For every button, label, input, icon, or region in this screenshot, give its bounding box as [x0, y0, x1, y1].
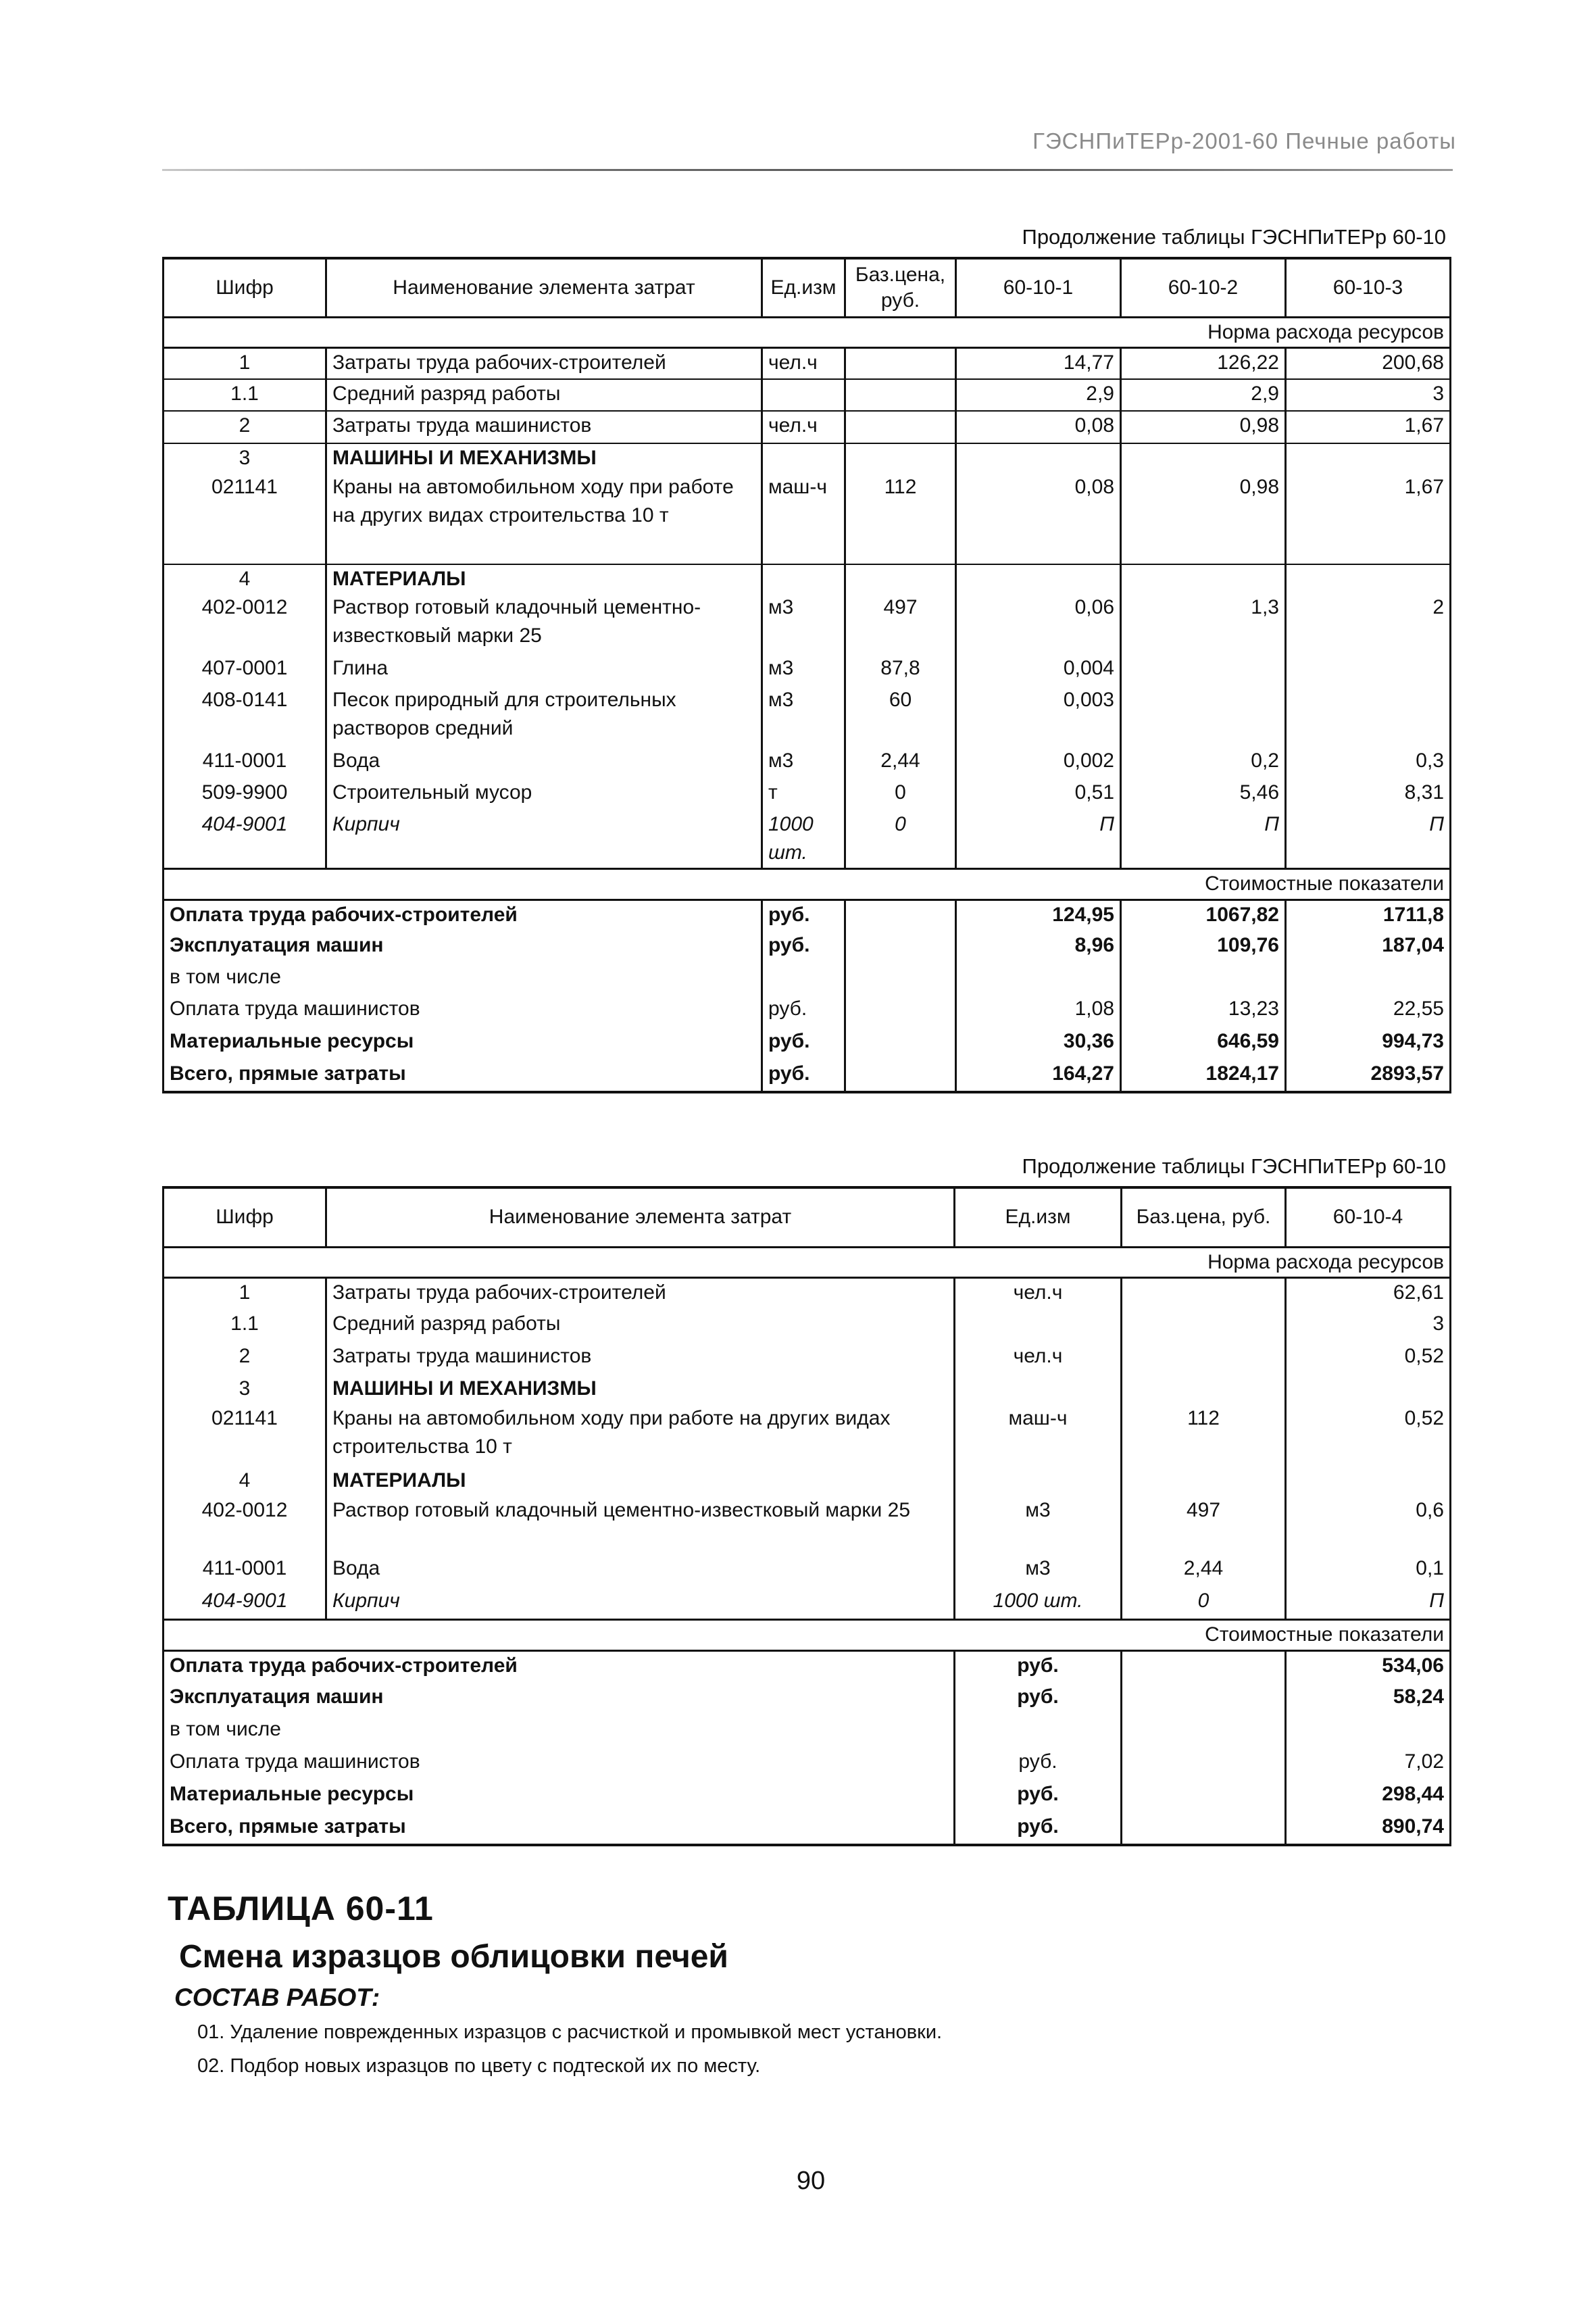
cost-label: Эксплуатация машин — [164, 931, 762, 963]
work-item: 01. Удаление поврежденных изразцов с расчисткой и промывкой мест установки. — [197, 2021, 943, 2043]
row-code: 4 — [164, 1467, 326, 1496]
header-col-1: 60-10-4 — [1286, 1187, 1451, 1247]
row-value-3 — [1286, 443, 1451, 473]
cost-value-1: 1,08 — [956, 995, 1121, 1027]
row-unit: т — [762, 779, 845, 810]
cost-label: в том числе — [164, 963, 762, 995]
cost-label: Материальные ресурсы — [164, 1780, 955, 1813]
cost-unit: руб. — [955, 1748, 1122, 1780]
section-cost-label: Стоимостные показатели — [1121, 868, 1451, 900]
cost-value-2: 1067,82 — [1121, 900, 1286, 931]
row-code: 021141 — [164, 1404, 326, 1467]
row-unit: м3 — [762, 686, 845, 747]
row-name: Вода — [326, 747, 762, 779]
cost-value-2: 13,23 — [1121, 995, 1286, 1027]
row-price — [845, 347, 956, 379]
cost-value-1: 124,95 — [956, 900, 1121, 931]
row-name: Затраты труда машинистов — [326, 1342, 955, 1375]
row-value-1: П — [956, 810, 1121, 868]
cost-value-1: 30,36 — [956, 1027, 1121, 1060]
row-price — [1122, 1467, 1286, 1496]
row-price: 87,8 — [845, 654, 956, 686]
row-value-3 — [1286, 564, 1451, 593]
header-name: Наименование элемента затрат — [326, 1187, 955, 1247]
table-row — [164, 1375, 1451, 1404]
cost-unit — [955, 1715, 1122, 1748]
row-name: Глина — [326, 654, 762, 686]
row-code: 3 — [164, 1375, 326, 1404]
table-row — [164, 686, 1451, 747]
row-value-1 — [1286, 1467, 1451, 1496]
cost-label: Оплата труда машинистов — [164, 1748, 955, 1780]
row-name: Затраты труда рабочих-строителей — [326, 1277, 955, 1310]
table-row — [164, 593, 1451, 654]
row-value-3: 0,3 — [1286, 747, 1451, 779]
row-value-1: П — [1286, 1587, 1451, 1619]
row-unit — [762, 379, 845, 411]
row-price — [845, 411, 956, 443]
cost-unit — [762, 963, 845, 995]
row-price: 112 — [1122, 1404, 1286, 1467]
row-unit: м3 — [762, 747, 845, 779]
row-value-2 — [1121, 654, 1286, 686]
cost-value-3: 1711,8 — [1286, 900, 1451, 931]
section-norm-label: Норма расхода ресурсов — [1121, 317, 1451, 347]
row-unit: чел.ч — [762, 411, 845, 443]
section-subtitle: Смена изразцов облицовки печей — [179, 1939, 728, 1975]
cost-label: Всего, прямые затраты — [164, 1813, 955, 1845]
row-name: МАТЕРИАЛЫ — [326, 1467, 955, 1496]
row-value-1: 0,1 — [1286, 1554, 1451, 1587]
row-value-1: 0,002 — [956, 747, 1121, 779]
row-value-3 — [1286, 686, 1451, 747]
row-unit — [955, 1310, 1122, 1342]
table-row — [164, 1587, 1451, 1619]
section-norm-label: Норма расхода ресурсов — [1122, 1247, 1451, 1277]
row-value-3 — [1286, 654, 1451, 686]
table1-continuation: Продолжение таблицы ГЭСНПиТЕРр 60-10 — [1022, 225, 1446, 249]
cost-row — [164, 1027, 1451, 1060]
row-name: Средний разряд работы — [326, 379, 762, 411]
row-value-3: П — [1286, 810, 1451, 868]
cost-label: Эксплуатация машин — [164, 1683, 955, 1715]
cost-value-2: 109,76 — [1121, 931, 1286, 963]
cost-unit: руб. — [762, 931, 845, 963]
row-price — [1122, 1375, 1286, 1404]
row-code: 411-0001 — [164, 1554, 326, 1587]
cost-value-3: 22,55 — [1286, 995, 1451, 1027]
header-col-2: 60-10-2 — [1121, 258, 1286, 317]
row-price: 2,44 — [1122, 1554, 1286, 1587]
table-row — [164, 1277, 1451, 1310]
cost-unit: руб. — [955, 1813, 1122, 1845]
table-row — [164, 1467, 1451, 1496]
row-value-1: 0,52 — [1286, 1404, 1451, 1467]
row-value-3: 200,68 — [1286, 347, 1451, 379]
cost-row — [164, 1780, 1451, 1813]
row-unit: 1000 шт. — [762, 810, 845, 868]
cost-label: Оплата труда рабочих-строителей — [164, 900, 762, 931]
row-unit: м3 — [762, 593, 845, 654]
row-code: 3 — [164, 443, 326, 473]
cost-row — [164, 1060, 1451, 1092]
row-value-1: 3 — [1286, 1310, 1451, 1342]
row-value-2 — [1121, 443, 1286, 473]
row-value-2: 0,98 — [1121, 411, 1286, 443]
row-value-1: 0,004 — [956, 654, 1121, 686]
row-value-3: 8,31 — [1286, 779, 1451, 810]
header-price: Баз.цена, руб. — [1122, 1187, 1286, 1247]
row-price — [845, 564, 956, 593]
cost-value-2: 1824,17 — [1121, 1060, 1286, 1092]
table1-norm-row — [164, 317, 1451, 347]
row-code: 402-0012 — [164, 593, 326, 654]
row-unit: м3 — [955, 1496, 1122, 1554]
header-rule — [162, 169, 1453, 171]
header-code: Шифр — [164, 1187, 326, 1247]
cost-unit: руб. — [762, 1060, 845, 1092]
cost-value-1: 164,27 — [956, 1060, 1121, 1092]
row-price — [1122, 1342, 1286, 1375]
cost-row — [164, 931, 1451, 963]
row-name: Краны на автомобильном ходу при работе на других видах строительства 10 т — [326, 1404, 955, 1467]
table-row — [164, 411, 1451, 443]
running-header: ГЭСНПиТЕРр-2001-60 Печные работы — [1032, 128, 1456, 153]
row-value-2: 0,98 — [1121, 473, 1286, 564]
row-value-1: 0,06 — [956, 593, 1121, 654]
cost-label: Материальные ресурсы — [164, 1027, 762, 1060]
cost-row — [164, 995, 1451, 1027]
cost-row — [164, 1748, 1451, 1780]
section-cost-label: Стоимостные показатели — [1122, 1619, 1451, 1650]
row-unit — [955, 1467, 1122, 1496]
row-value-3: 3 — [1286, 379, 1451, 411]
row-price: 0 — [1122, 1587, 1286, 1619]
row-value-1: 0,52 — [1286, 1342, 1451, 1375]
cost-label: Всего, прямые затраты — [164, 1060, 762, 1092]
table-row — [164, 747, 1451, 779]
cost-unit: руб. — [762, 900, 845, 931]
section-title: ТАБЛИЦА 60-11 — [168, 1890, 434, 1927]
cost-label: Оплата труда рабочих-строителей — [164, 1650, 955, 1683]
row-code: 1.1 — [164, 379, 326, 411]
row-value-2 — [1121, 564, 1286, 593]
table-row — [164, 779, 1451, 810]
header-unit: Ед.изм — [955, 1187, 1122, 1247]
cost-label: Оплата труда машинистов — [164, 995, 762, 1027]
cost-row — [164, 1683, 1451, 1715]
row-value-3: 1,67 — [1286, 473, 1451, 564]
header-code: Шифр — [164, 258, 326, 317]
row-name: Кирпич — [326, 810, 762, 868]
row-value-1: 0,08 — [956, 411, 1121, 443]
cost-value-3 — [1286, 963, 1451, 995]
row-price: 0 — [845, 779, 956, 810]
row-unit: м3 — [955, 1554, 1122, 1587]
table2-cost-section-row — [164, 1619, 1451, 1650]
row-name: Затраты труда рабочих-строителей — [326, 347, 762, 379]
header-col-1: 60-10-1 — [956, 258, 1121, 317]
row-value-1: 62,61 — [1286, 1277, 1451, 1310]
table1-header-row — [164, 258, 1451, 317]
cost-label: в том числе — [164, 1715, 955, 1748]
table2 — [162, 1186, 1451, 1846]
cost-row — [164, 1650, 1451, 1683]
row-unit: маш-ч — [955, 1404, 1122, 1467]
cost-row — [164, 963, 1451, 995]
row-price: 2,44 — [845, 747, 956, 779]
table2-header-row — [164, 1187, 1451, 1247]
row-value-2: 0,2 — [1121, 747, 1286, 779]
row-code: 4 — [164, 564, 326, 593]
cost-value-1: 8,96 — [956, 931, 1121, 963]
cost-value-1 — [1286, 1715, 1451, 1748]
row-unit: чел.ч — [955, 1342, 1122, 1375]
cost-value-1 — [956, 963, 1121, 995]
table-row — [164, 654, 1451, 686]
row-code: 509-9900 — [164, 779, 326, 810]
row-code: 408-0141 — [164, 686, 326, 747]
row-name: МАШИНЫ И МЕХАНИЗМЫ — [326, 443, 762, 473]
row-price — [845, 443, 956, 473]
row-code: 2 — [164, 411, 326, 443]
row-price — [1122, 1277, 1286, 1310]
row-code: 1 — [164, 1277, 326, 1310]
cost-value-3: 994,73 — [1286, 1027, 1451, 1060]
header-price: Баз.цена, руб. — [845, 258, 956, 317]
row-value-1: 14,77 — [956, 347, 1121, 379]
cost-value-1: 58,24 — [1286, 1683, 1451, 1715]
row-unit: чел.ч — [762, 347, 845, 379]
row-name: Раствор готовый кладочный цементно-известковый марки 25 — [326, 1496, 955, 1554]
row-value-1: 0,6 — [1286, 1496, 1451, 1554]
row-unit — [955, 1375, 1122, 1404]
cost-unit: руб. — [762, 1027, 845, 1060]
row-code: 1.1 — [164, 1310, 326, 1342]
row-value-2: 1,3 — [1121, 593, 1286, 654]
row-unit: м3 — [762, 654, 845, 686]
table1-cost-section-row — [164, 868, 1451, 900]
cost-value-2 — [1121, 963, 1286, 995]
row-value-2: 2,9 — [1121, 379, 1286, 411]
row-code: 021141 — [164, 473, 326, 564]
row-name: МАТЕРИАЛЫ — [326, 564, 762, 593]
table2-continuation: Продолжение таблицы ГЭСНПиТЕРр 60-10 — [1022, 1154, 1446, 1178]
row-value-1: 0,51 — [956, 779, 1121, 810]
row-code: 402-0012 — [164, 1496, 326, 1554]
row-value-3: 2 — [1286, 593, 1451, 654]
table-row — [164, 810, 1451, 868]
row-price: 112 — [845, 473, 956, 564]
row-unit: 1000 шт. — [955, 1587, 1122, 1619]
table-row — [164, 443, 1451, 473]
row-name: Средний разряд работы — [326, 1310, 955, 1342]
table-row — [164, 473, 1451, 564]
row-price: 0 — [845, 810, 956, 868]
cost-value-1: 7,02 — [1286, 1748, 1451, 1780]
row-code: 404-9001 — [164, 810, 326, 868]
cost-value-3: 187,04 — [1286, 931, 1451, 963]
cost-unit: руб. — [955, 1683, 1122, 1715]
row-code: 411-0001 — [164, 747, 326, 779]
row-value-2: 5,46 — [1121, 779, 1286, 810]
row-value-1 — [956, 443, 1121, 473]
row-value-1: 0,08 — [956, 473, 1121, 564]
row-name: Раствор готовый кладочный цементно-известковый марки 25 — [326, 593, 762, 654]
cost-unit: руб. — [955, 1650, 1122, 1683]
row-code: 404-9001 — [164, 1587, 326, 1619]
row-name: Затраты труда машинистов — [326, 411, 762, 443]
cost-value-1: 890,74 — [1286, 1813, 1451, 1845]
row-name: Строительный мусор — [326, 779, 762, 810]
row-value-1: 2,9 — [956, 379, 1121, 411]
table1 — [162, 257, 1451, 1093]
row-price: 497 — [1122, 1496, 1286, 1554]
row-unit — [762, 564, 845, 593]
row-unit: чел.ч — [955, 1277, 1122, 1310]
row-value-1 — [956, 564, 1121, 593]
row-name: Вода — [326, 1554, 955, 1587]
row-value-1: 0,003 — [956, 686, 1121, 747]
header-col-3: 60-10-3 — [1286, 258, 1451, 317]
header-name: Наименование элемента затрат — [326, 258, 762, 317]
cost-row — [164, 900, 1451, 931]
cost-value-3: 2893,57 — [1286, 1060, 1451, 1092]
table-row — [164, 1496, 1451, 1554]
cost-row — [164, 1813, 1451, 1845]
row-value-2 — [1121, 686, 1286, 747]
cost-unit: руб. — [762, 995, 845, 1027]
row-price: 60 — [845, 686, 956, 747]
header-unit: Ед.изм — [762, 258, 845, 317]
cost-unit: руб. — [955, 1780, 1122, 1813]
row-value-3: 1,67 — [1286, 411, 1451, 443]
table-row — [164, 379, 1451, 411]
row-value-2: 126,22 — [1121, 347, 1286, 379]
table-row — [164, 1404, 1451, 1467]
cost-value-1: 534,06 — [1286, 1650, 1451, 1683]
cost-value-2: 646,59 — [1121, 1027, 1286, 1060]
composition-heading: СОСТАВ РАБОТ: — [174, 1984, 380, 2011]
work-item: 02. Подбор новых изразцов по цвету с подтеской их по месту. — [197, 2055, 761, 2077]
page-number: 90 — [796, 2167, 826, 2195]
row-name: Краны на автомобильном ходу при работе на других видах строительства 10 т — [326, 473, 762, 564]
row-value-1 — [1286, 1375, 1451, 1404]
cost-value-1: 298,44 — [1286, 1780, 1451, 1813]
row-unit: маш-ч — [762, 473, 845, 564]
table-row — [164, 564, 1451, 593]
row-code: 1 — [164, 347, 326, 379]
table-row — [164, 1310, 1451, 1342]
row-price — [1122, 1310, 1286, 1342]
row-name: МАШИНЫ И МЕХАНИЗМЫ — [326, 1375, 955, 1404]
row-unit — [762, 443, 845, 473]
cost-row — [164, 1715, 1451, 1748]
table2-norm-row — [164, 1247, 1451, 1277]
row-price — [845, 379, 956, 411]
row-code: 407-0001 — [164, 654, 326, 686]
table-row — [164, 347, 1451, 379]
row-name: Кирпич — [326, 1587, 955, 1619]
row-price: 497 — [845, 593, 956, 654]
row-value-2: П — [1121, 810, 1286, 868]
row-code: 2 — [164, 1342, 326, 1375]
table-row — [164, 1554, 1451, 1587]
row-name: Песок природный для строительных растворов средний — [326, 686, 762, 747]
table-row — [164, 1342, 1451, 1375]
